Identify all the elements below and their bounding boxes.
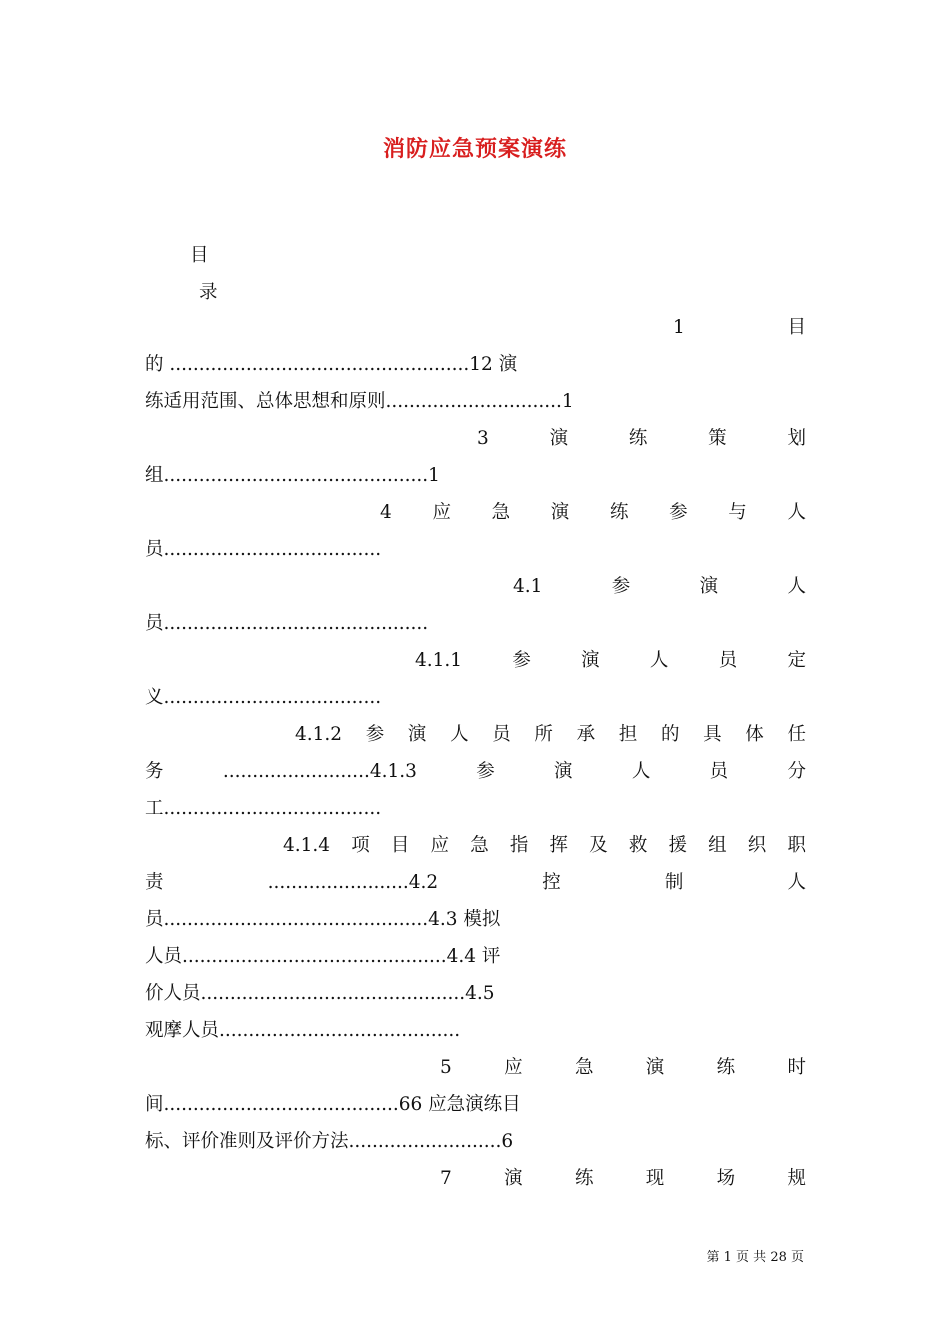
toc-token: 4.1.2: [295, 724, 343, 745]
toc-token: 组: [708, 835, 727, 856]
toc-line-23: 标、评价准则及评价方法..........................6: [145, 1131, 514, 1152]
toc-token: 救: [628, 835, 648, 856]
toc-token: 场: [716, 1168, 736, 1189]
toc-token: 演: [549, 428, 569, 449]
toc-line-18: 人员.............................................4.4 评: [145, 946, 501, 967]
toc-token: 人: [649, 650, 669, 671]
toc-token: 挥: [549, 835, 569, 856]
toc-token: 7: [440, 1168, 452, 1189]
document-title: 消防应急预案演练: [382, 137, 567, 162]
toc-token: 规: [787, 1168, 806, 1189]
toc-token: 人: [787, 576, 806, 597]
toc-token: 的: [660, 724, 680, 745]
toc-line-10: [415, 649, 806, 673]
toc-line-12: [295, 723, 806, 747]
toc-token: 人: [787, 872, 806, 893]
toc-token: 4: [380, 502, 392, 523]
toc-token: 与: [728, 502, 747, 523]
toc-token: 职: [787, 835, 806, 856]
toc-line-19: 价人员.............................................4.5: [145, 983, 495, 1004]
toc-line-22: 间........................................66 应急演练目: [145, 1094, 521, 1115]
toc-line-1: [673, 316, 806, 340]
toc-token: 目: [390, 835, 410, 856]
toc-token: ........................4.2: [267, 872, 439, 893]
toc-token: 1: [673, 317, 685, 338]
toc-token: 援: [668, 835, 687, 856]
toc-token: 演: [504, 1168, 523, 1189]
toc-token: 织: [747, 835, 767, 856]
toc-token: 所: [534, 724, 553, 745]
toc-token: 及: [589, 835, 608, 856]
toc-token: 划: [787, 428, 806, 449]
toc-line-13: [145, 760, 806, 784]
toc-line-2: 的 ...................................................12 演: [145, 354, 518, 375]
toc-token: 参: [669, 502, 688, 523]
toc-line-9: 员.............................................: [145, 613, 429, 634]
toc-line-21: [440, 1056, 806, 1080]
toc-line-3: 练适用范围、总体思想和原则..............................1: [145, 391, 574, 412]
toc-token: 务: [145, 761, 164, 782]
toc-token: 练: [628, 428, 648, 449]
toc-token: 控: [542, 872, 561, 893]
toc-token: 4.1.4: [283, 835, 331, 856]
toc-token: 演: [581, 650, 600, 671]
toc-token: 具: [703, 724, 722, 745]
toc-token: 参: [365, 724, 385, 745]
toc-token: 练: [716, 1057, 736, 1078]
toc-token: 演: [554, 761, 573, 782]
toc-token: 演: [699, 576, 719, 597]
toc-line-14: 工.....................................: [145, 798, 382, 819]
toc-line-5: 组.............................................1: [145, 465, 440, 486]
toc-line-8: [513, 575, 806, 599]
toc-token: 急: [491, 502, 511, 523]
toc-token: 急: [470, 835, 489, 856]
toc-token: 应: [504, 1057, 523, 1078]
toc-token: 4.1: [513, 576, 543, 597]
toc-token: 责: [145, 872, 164, 893]
toc-line-17: 员.............................................4.3 模拟: [145, 909, 501, 930]
toc-token: 员: [492, 724, 511, 745]
toc-token: 参: [611, 576, 631, 597]
toc-token: 目: [787, 317, 806, 338]
toc-line-7: 员.....................................: [145, 539, 382, 560]
toc-token: 应: [432, 502, 451, 523]
toc-token: 人: [787, 502, 806, 523]
toc-token: 演: [550, 502, 570, 523]
toc-heading-char-1: 目: [190, 245, 209, 266]
toc-token: 参: [512, 650, 531, 671]
toc-line-20: 观摩人员.........................................: [145, 1020, 461, 1041]
toc-token: 现: [645, 1168, 665, 1189]
toc-heading-char-2: 录: [199, 282, 218, 303]
toc-line-15: [283, 834, 806, 858]
toc-line-16: [145, 871, 806, 895]
toc-token: 应: [430, 835, 450, 856]
toc-token: 制: [664, 872, 684, 893]
toc-token: .........................4.1.3: [222, 761, 417, 782]
toc-token: 员: [718, 650, 738, 671]
toc-token: 承: [576, 724, 596, 745]
toc-token: 体: [745, 724, 764, 745]
toc-token: 员: [709, 761, 729, 782]
toc-token: 演: [407, 724, 427, 745]
toc-token: 练: [574, 1168, 594, 1189]
toc-token: 人: [450, 724, 469, 745]
toc-token: 4.1.1: [415, 650, 463, 671]
toc-token: 分: [787, 761, 806, 782]
toc-token: 项: [351, 835, 370, 856]
toc-token: 急: [574, 1057, 594, 1078]
toc-token: 定: [787, 650, 806, 671]
toc-line-24: [440, 1167, 806, 1191]
toc-token: 人: [631, 761, 651, 782]
toc-line-11: 义.....................................: [145, 687, 382, 708]
toc-token: 任: [787, 724, 806, 745]
toc-line-6: [380, 501, 806, 525]
toc-token: 指: [509, 835, 529, 856]
toc-token: 3: [477, 428, 489, 449]
toc-token: 时: [787, 1057, 806, 1078]
toc-token: 策: [708, 428, 727, 449]
toc-token: 练: [609, 502, 629, 523]
toc-token: 参: [476, 761, 495, 782]
toc-line-4: [477, 427, 806, 451]
page-number-footer: 第 1 页 共 28 页: [706, 1250, 804, 1265]
toc-token: 担: [618, 724, 638, 745]
toc-token: 演: [645, 1057, 665, 1078]
toc-token: 5: [440, 1057, 452, 1078]
